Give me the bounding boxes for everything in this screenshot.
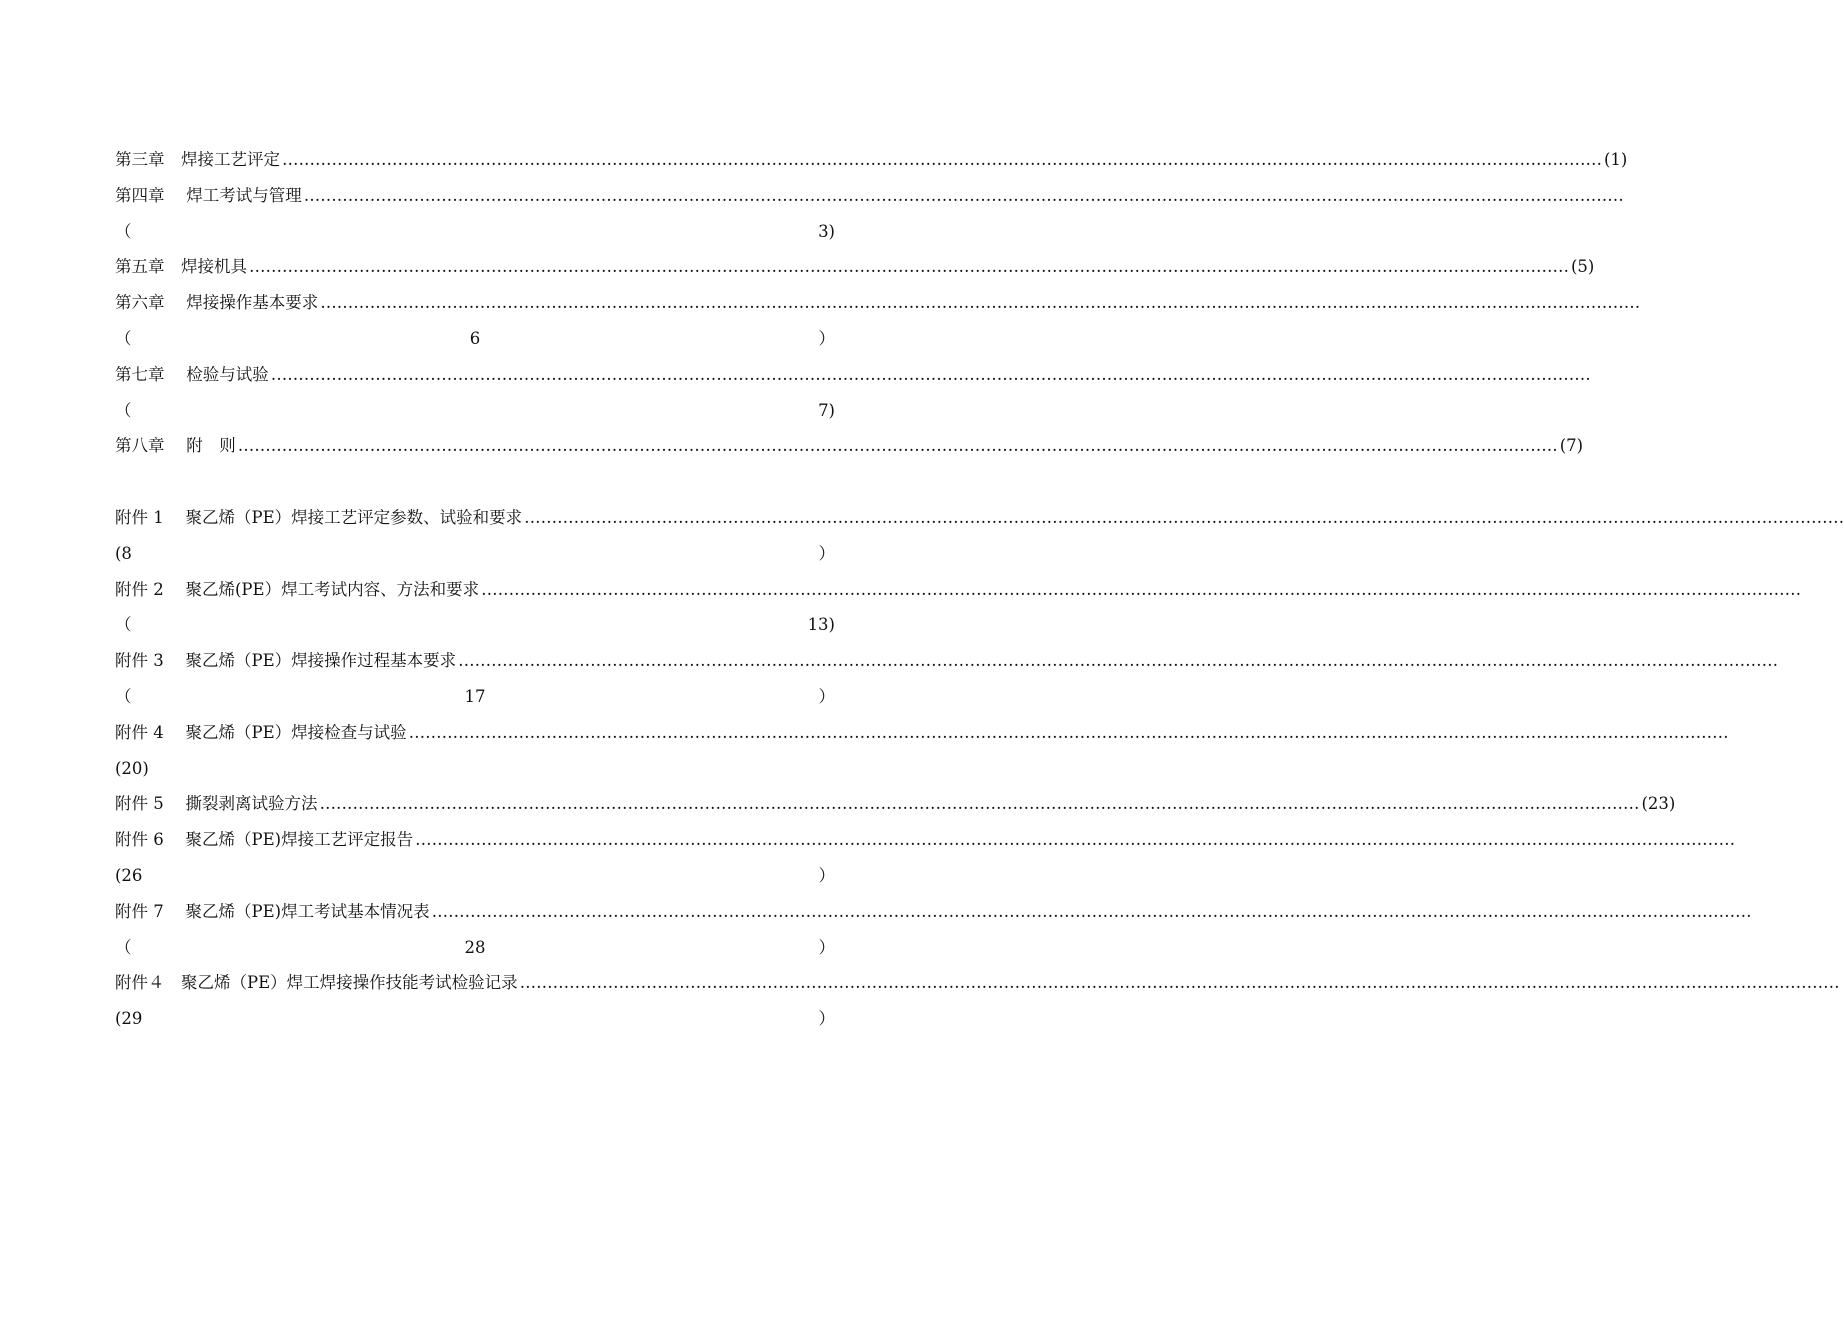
table-of-contents xyxy=(115,142,1844,1037)
toc-page-number: (7) xyxy=(1559,436,1584,456)
toc-entry-title: 第八章 附 则 xyxy=(115,436,236,456)
toc-page-open: （ xyxy=(115,937,132,957)
toc-page-close: ） xyxy=(818,937,835,957)
toc-entry-title: 第三章 焊接工艺评定 xyxy=(115,150,280,169)
toc-entry-continuation xyxy=(115,214,835,250)
toc-entry-title: 附件 5 撕裂剥离试验方法 xyxy=(115,794,318,814)
toc-entry-chapter-6 xyxy=(115,285,1641,321)
toc-page-open: （ xyxy=(115,400,132,420)
toc-entry-continuation xyxy=(115,321,835,357)
toc-entry-continuation xyxy=(115,393,835,429)
dot-leader: …………………………………………………………………………………………………………………………………………………………………………………………………………………… xyxy=(249,257,1569,277)
dot-leader: …………………………………………………………………………………………………………………………………………………………………………………………………………………… xyxy=(282,150,1602,169)
toc-page-number: (1) xyxy=(1604,150,1628,169)
toc-entry-chapter-4 xyxy=(115,178,1624,214)
toc-entry-continuation xyxy=(115,751,835,787)
toc-entry-title: 第四章 焊工考试与管理 xyxy=(115,185,302,205)
toc-page-number: (20) xyxy=(115,758,149,778)
toc-entry-appendix-6 xyxy=(115,822,1736,858)
toc-page-number: 6 xyxy=(469,328,481,348)
toc-page-number: 7) xyxy=(818,400,835,420)
toc-entry-appendix-7 xyxy=(115,894,1752,930)
toc-entry-title: 第七章 检验与试验 xyxy=(115,364,269,384)
toc-entry-appendix-4-record xyxy=(115,965,1840,1001)
toc-page-open: （ xyxy=(115,221,132,241)
toc-page-number: 28 xyxy=(464,937,486,957)
toc-entry-title: 附件 4 聚乙烯（PE）焊接检查与试验 xyxy=(115,722,407,742)
dot-leader: …………………………………………………………………………………………………………………………………………………………………………………………………………………… xyxy=(458,651,1779,671)
dot-leader: …………………………………………………………………………………………………………………………………………………………………………………………………………………… xyxy=(270,364,1591,384)
toc-entry-continuation xyxy=(115,858,835,894)
toc-entry-chapter-7 xyxy=(115,357,1591,393)
toc-page-open: （ xyxy=(115,686,132,706)
toc-entry-appendix-1 xyxy=(115,500,1844,536)
toc-page-close: ） xyxy=(818,328,835,348)
dot-leader: …………………………………………………………………………………………………………………………………………………………………………………………………………………… xyxy=(415,830,1736,850)
dot-leader: …………………………………………………………………………………………………………………………………………………………………………………………………………………… xyxy=(303,185,1624,205)
toc-page-number: 17 xyxy=(464,686,486,706)
toc-page-number: (23) xyxy=(1641,794,1676,814)
toc-entry-chapter-5 xyxy=(115,249,1595,285)
dot-leader: …………………………………………………………………………………………………………………………………………………………………………………………………………………… xyxy=(431,901,1752,921)
toc-entry-title: 第五章 焊接机具 xyxy=(115,257,247,277)
toc-entry-chapter-8 xyxy=(115,428,1584,464)
toc-page-open: （ xyxy=(115,328,132,348)
dot-leader: …………………………………………………………………………………………………………………………………………………………………………………………………………………… xyxy=(481,579,1802,599)
toc-entry-continuation xyxy=(115,1001,835,1037)
toc-page-number: (5) xyxy=(1571,257,1595,277)
toc-entry-continuation xyxy=(115,679,835,715)
toc-entry-title: 附件 6 聚乙烯（PE)焊接工艺评定报告 xyxy=(115,830,414,850)
toc-page-close: ） xyxy=(818,865,835,885)
toc-entry-appendix-5 xyxy=(115,786,1676,822)
toc-entry-appendix-4 xyxy=(115,715,1729,751)
toc-page-open: （ xyxy=(115,615,132,635)
toc-page-number: (26 xyxy=(115,865,143,885)
dot-leader: …………………………………………………………………………………………………………………………………………………………………………………………………………………… xyxy=(237,436,1558,456)
toc-entry-title: 附件 2 聚乙烯(PE）焊工考试内容、方法和要求 xyxy=(115,579,480,599)
toc-page-number: 3) xyxy=(818,221,835,241)
toc-page-number: (8 xyxy=(115,543,132,563)
toc-entry-title: 第六章 焊接操作基本要求 xyxy=(115,293,319,313)
toc-entry-continuation xyxy=(115,930,835,966)
toc-entry-chapter-3 xyxy=(115,142,1628,178)
toc-page-number: (29 xyxy=(115,1009,143,1029)
toc-entry-continuation xyxy=(115,536,835,572)
dot-leader: …………………………………………………………………………………………………………………………………………………………………………………………………………………… xyxy=(408,722,1729,742)
toc-entry-continuation xyxy=(115,607,835,643)
toc-entry-title: 附件 3 聚乙烯（PE）焊接操作过程基本要求 xyxy=(115,651,457,671)
toc-entry-title: 附件 1 聚乙烯（PE）焊接工艺评定参数、试验和要求 xyxy=(115,507,523,527)
toc-page-close: ） xyxy=(818,543,835,563)
dot-leader: …………………………………………………………………………………………………………………………………………………………………………………………………………………… xyxy=(524,507,1844,527)
section-spacer xyxy=(115,464,835,500)
toc-entry-title: 附件４ 聚乙烯（PE）焊工焊接操作技能考试检验记录 xyxy=(115,973,518,993)
dot-leader: …………………………………………………………………………………………………………………………………………………………………………………………………………………… xyxy=(319,794,1640,814)
toc-entry-appendix-3 xyxy=(115,643,1779,679)
toc-entry-appendix-2 xyxy=(115,572,1802,608)
toc-page-close: ） xyxy=(818,686,835,706)
toc-entry-title: 附件 7 聚乙烯（PE)焊工考试基本情况表 xyxy=(115,901,430,921)
toc-page-number: 13) xyxy=(807,615,835,635)
dot-leader: …………………………………………………………………………………………………………………………………………………………………………………………………………………… xyxy=(320,293,1641,313)
toc-page-close: ） xyxy=(818,1009,835,1029)
dot-leader: …………………………………………………………………………………………………………………………………………………………………………………………………………………… xyxy=(519,973,1840,993)
